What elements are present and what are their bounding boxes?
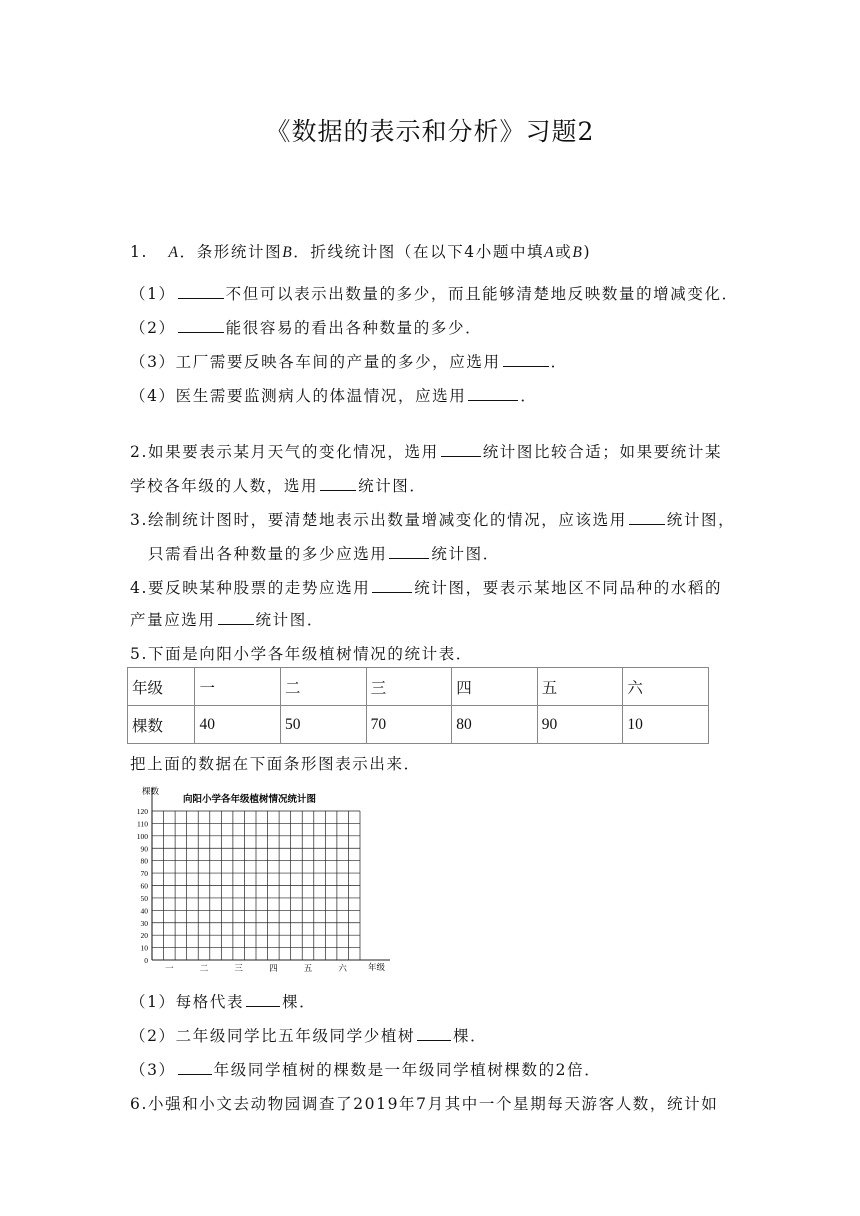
table-cell: 棵数 [128, 706, 195, 744]
q3-text-d: 统计图． [431, 545, 500, 563]
q4-text-b: 统计图，要表示某地区不同品种的水稻的 [414, 579, 723, 597]
q1-item-3-text: （3）工厂需要反映各车间的产量的多少，应选用 [130, 353, 501, 371]
bar-chart [128, 780, 398, 975]
planting-table [127, 667, 709, 744]
chart-grid [152, 788, 390, 960]
y-tick-label: 40 [140, 906, 148, 916]
q5-sub-2-suffix: 棵． [453, 1027, 488, 1045]
table-cell: 年级 [128, 668, 195, 706]
table-cell: 40 [195, 706, 281, 744]
y-tick-label: 80 [140, 856, 148, 866]
table-cell: 三 [366, 668, 452, 706]
answer-blank[interactable] [629, 510, 665, 525]
table-cell: 五 [537, 668, 623, 706]
table-row [128, 706, 709, 744]
chart-instruction: 把上面的数据在下面条形图表示出来． [130, 755, 421, 773]
q5-sub-1 [130, 990, 316, 1012]
option-a-text: ．条形统计图 [179, 243, 283, 261]
answer-blank[interactable] [218, 610, 254, 625]
table-cell: 70 [366, 706, 452, 744]
q4-text-d: 统计图． [255, 611, 324, 629]
q5-sub-3 [130, 1058, 601, 1080]
answer-blank[interactable] [468, 386, 518, 401]
table-cell: 二 [281, 668, 367, 706]
q1-number: 1. [130, 243, 148, 261]
table-cell: 一 [195, 668, 281, 706]
q3-text-c: 只需看出各种数量的多少应选用 [148, 545, 388, 563]
q4-text-c: 产量应选用 [130, 611, 216, 629]
q1-item-3-suffix: ． [550, 353, 568, 371]
answer-blank[interactable] [178, 284, 224, 299]
q1-item-4-suffix: ． [520, 387, 538, 405]
y-tick-label: 30 [140, 918, 148, 928]
table-cell: 10 [623, 706, 709, 744]
chart-xlabel: 年级 [368, 963, 386, 973]
y-tick-label: 10 [140, 943, 148, 953]
q2-text-a: 2.如果要表示某月天气的变化情况，选用 [130, 443, 439, 461]
x-category-label: 二 [199, 964, 209, 974]
answer-blank[interactable] [417, 1026, 451, 1041]
answer-blank[interactable] [178, 318, 224, 333]
question-3-line-2 [148, 542, 500, 564]
table-cell: 90 [537, 706, 623, 744]
answer-blank[interactable] [441, 442, 481, 457]
y-tick-label: 90 [140, 844, 148, 854]
q1-item-1-prefix: （1） [130, 285, 176, 303]
answer-blank[interactable] [389, 544, 429, 559]
question-4-line-1 [130, 576, 722, 598]
hint-close: ) [583, 243, 592, 261]
x-category-label: 五 [303, 964, 313, 974]
option-a-letter: A [168, 244, 180, 261]
chart-categories [165, 963, 347, 974]
q1-item-2-prefix: （2） [130, 319, 176, 337]
table-cell: 四 [452, 668, 538, 706]
q1-item-1 [130, 282, 739, 304]
q1-item-4 [130, 384, 537, 406]
table-header-row [128, 668, 709, 706]
q5-sub-3-text: 年级同学植树的棵数是一年级同学植树棵数的2倍． [213, 1061, 602, 1079]
y-tick-label: 0 [144, 956, 148, 965]
q2-text-b: 统计图比较合适；如果要统计某 [482, 443, 723, 461]
chart-ylabel: 棵数 [142, 787, 160, 797]
chart-title: 向阳小学各年级植树情况统计图 [183, 794, 317, 805]
y-tick-label: 120 [136, 807, 148, 816]
question-6-line-1: 6.小强和小文去动物园调查了2019年7月其中一个星期每天游客人数，统计如 [130, 1095, 719, 1113]
table-cell: 六 [623, 668, 709, 706]
q2-text-c: 学校各年级的人数，选用 [130, 477, 319, 495]
question-5-intro: 5.下面是向阳小学各年级植树情况的统计表． [130, 645, 473, 663]
q1-item-3 [130, 350, 568, 372]
hint-or: 或 [555, 243, 573, 261]
x-category-label: 三 [234, 964, 243, 974]
answer-blank[interactable] [178, 1060, 212, 1075]
hint-a: A [544, 244, 556, 261]
y-tick-label: 110 [137, 819, 148, 829]
answer-blank[interactable] [503, 352, 549, 367]
q5-sub-1-suffix: 棵． [282, 993, 317, 1011]
q1-item-1-text: 不但可以表示出数量的多少，而且能够清楚地反映数量的增减变化． [225, 285, 739, 303]
chart-ticks [137, 807, 149, 965]
question-1-header [130, 240, 591, 262]
q1-item-2 [130, 316, 482, 338]
q2-text-d: 统计图． [358, 477, 427, 495]
question-2-line-1 [130, 440, 722, 462]
q3-text-b: 统计图， [666, 511, 736, 529]
option-b-letter: B [282, 244, 294, 261]
y-tick-label: 60 [140, 881, 148, 891]
question-2-line-2 [130, 474, 427, 496]
y-tick-label: 100 [136, 831, 148, 841]
x-category-label: 六 [338, 964, 347, 974]
q1-item-4-text: （4）医生需要监测病人的体温情况，应选用 [130, 387, 467, 405]
answer-blank[interactable] [320, 476, 356, 491]
q5-sub-2-text: （2）二年级同学比五年级同学少植树 [130, 1027, 416, 1045]
option-b-text: ．折线统计图（在以下4小题中填 [293, 243, 545, 261]
answer-blank[interactable] [372, 578, 412, 593]
x-category-label: 一 [165, 964, 174, 974]
answer-blank[interactable] [246, 992, 280, 1007]
page-title: 《数据的表示和分析》习题2 [265, 117, 595, 146]
y-tick-label: 70 [140, 869, 148, 879]
hint-b: B [572, 244, 584, 261]
q3-text-a: 3.绘制统计图时，要清楚地表示出数量增减变化的情况，应该选用 [130, 511, 627, 529]
table-cell: 80 [452, 706, 538, 744]
question-4-line-2 [130, 608, 324, 630]
question-3-line-1 [130, 508, 735, 530]
q4-text-a: 4.要反映某种股票的走势应选用 [130, 579, 371, 597]
y-tick-label: 20 [140, 931, 148, 941]
table-cell: 50 [281, 706, 367, 744]
y-tick-label: 50 [140, 893, 148, 903]
q1-item-2-text: 能很容易的看出各种数量的多少． [225, 319, 483, 337]
q5-sub-3-prefix: （3） [130, 1061, 176, 1079]
q5-sub-1-text: （1）每格代表 [130, 993, 245, 1011]
x-category-label: 四 [269, 964, 278, 974]
q5-sub-2 [130, 1024, 487, 1046]
